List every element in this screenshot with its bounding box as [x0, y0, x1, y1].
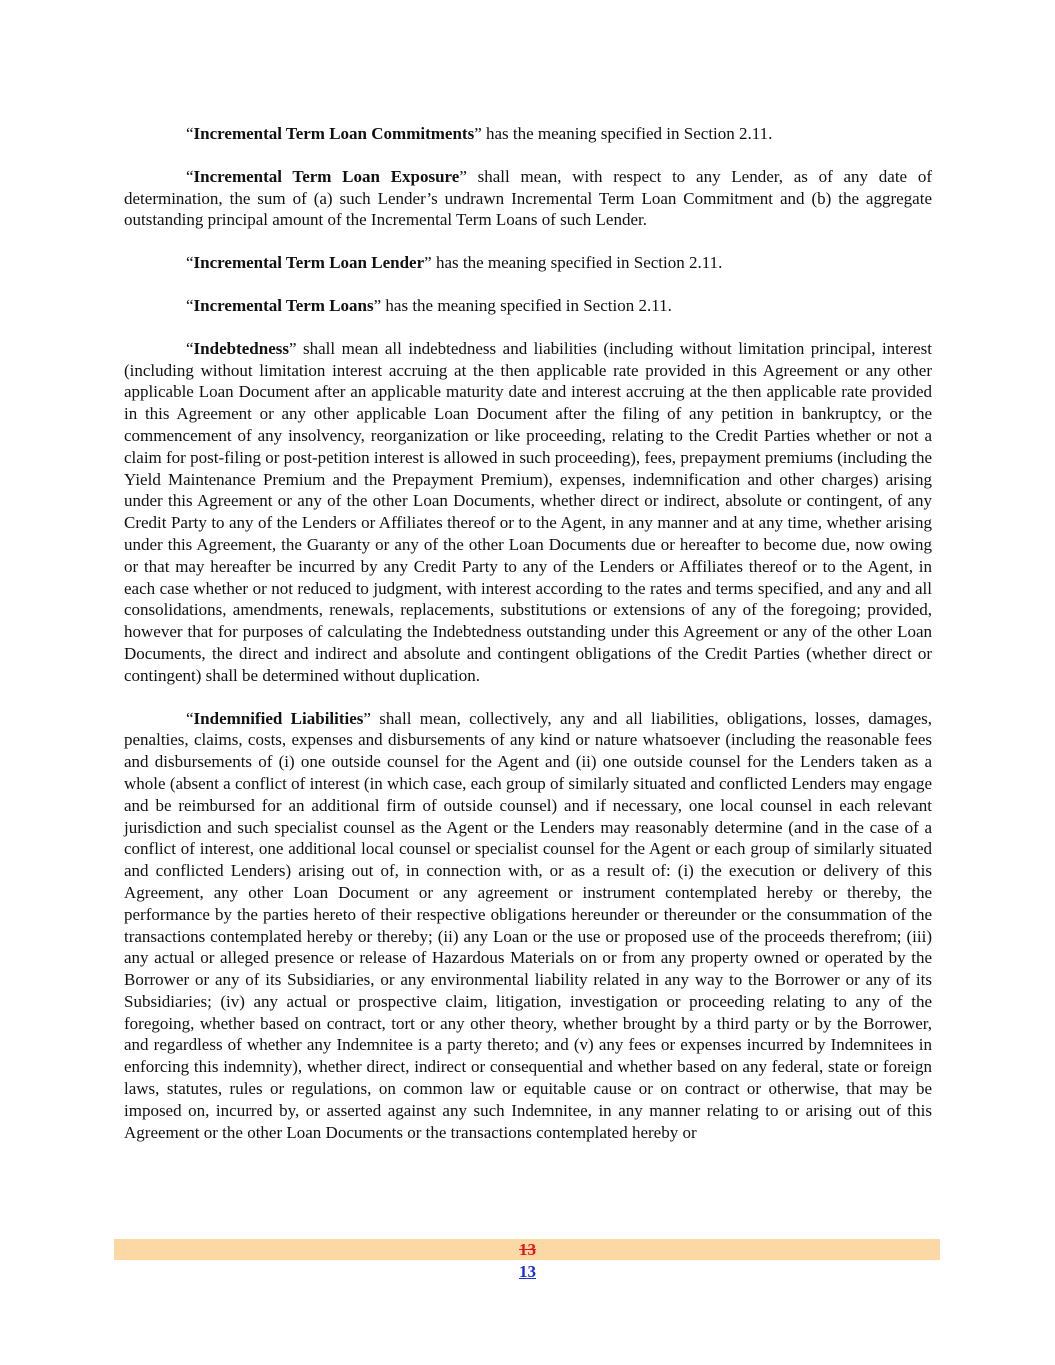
- definition-paragraph: “Indebtedness” shall mean all indebtedness and liabilities (including without limitation principal, interest (including without limitation interest accruing at the then applicable rate provided in this Agreement or any other applicable Loan Document after an applicable maturity date and interest accruing at the then applicable rate provided in this Agreement or any other applicable Loan Document after the filing of any petition in bankruptcy, or the commencement of any insolvency, reorganization or like proceeding, relating to the Credit Parties whether or not a claim for post-filing or post-petition interest is allowed in such proceeding), fees, prepayment premiums (including the Yield Maintenance Premium and the Prepayment Premium), expenses, indemnification and other charges) arising under this Agreement or any of the other Loan Documents, whether direct or indirect, absolute or contingent, of any Credit Party to any of the Lenders or Affiliates thereof or to the Agent, in any manner and at any time, whether arising under this Agreement, the Guaranty or any of the other Loan Documents due or hereafter to become due, now owing or that may hereafter be incurred by any Credit Party to any of the Lenders or Affiliates thereof or to the Agent, in each case whether or not reduced to judgment, with interest according to the rates and terms specified, and any and all consolidations, amendments, renewals, replacements, substitutions or extensions of any of the foregoing; provided, however that for purposes of calculating the Indebtedness outstanding under this Agreement or any of the other Loan Documents, the direct and indirect and absolute and contingent obligations of the Credit Parties (whether direct or contingent) shall be determined without duplication.: [124, 338, 932, 685]
- defined-term: Incremental Term Loan Commitments: [193, 124, 475, 143]
- definition-text: shall mean, collectively, any and all liabilities, obligations, losses, damages, penalties, claims, costs, expenses and disbursements of any kind or nature whatsoever (including the reasonable fees and disbursements of (i) one outside counsel for the Agent and (ii) one outside counsel for the Lenders taken as a whole (absent a conflict of interest (in which case, each group of similarly situated and conflicted Lenders may engage and be reimbursed for an additional firm of outside counsel) and if necessary, one local counsel in each relevant jurisdiction and such specialist counsel as the Agent or the Lenders may reasonably determine (and in the case of a conflict of interest, one additional local counsel or specialist counsel for the Agent or each group of similarly situated and conflicted Lenders) arising out of, in connection with, or as a result of: (i) the execution or delivery of this Agreement, any other Loan Document or any agreement or instrument contemplated hereby or thereby, the performance by the parties hereto of their respective obligations hereunder or thereunder or the consummation of the transactions contemplated hereby or thereby; (ii) any Loan or the use or proposed use of the proceeds therefrom; (iii) any actual or alleged presence or release of Hazardous Materials on or from any property owned or operated by the Borrower or any of its Subsidiaries, or any environmental liability related in any way to the Borrower or any of its Subsidiaries; (iv) any actual or prospective claim, litigation, investigation or proceeding relating to any of the foregoing, whether based on contract, tort or any other theory, whether brought by a third party or by the Borrower, and regardless of whether any Indemnitee is a party thereto; and (v) any fees or expenses incurred by Indemnitees in enforcing this indemnity), whether direct, indirect or consequential and whether based on any federal, state or foreign laws, statutes, rules or regulations, on common law or equitable cause or on contract or otherwise, that may be imposed on, incurred by, or asserted against any such Indemnitee, in any manner relating to or arising out of this Agreement or the other Loan Documents or the transactions contemplated hereby or: [124, 708, 932, 1142]
- defined-term: Indemnified Liabilities: [193, 708, 364, 728]
- defined-term: Incremental Term Loan Lender: [193, 253, 425, 273]
- definition-text: has the meaning specified in Section 2.11.: [431, 253, 723, 273]
- defined-term: Incremental Term Loan Exposure: [193, 166, 460, 186]
- defined-term: Indebtedness: [193, 338, 289, 358]
- page-number-inserted[interactable]: 13: [519, 1262, 536, 1281]
- definition-text: shall mean all indebtedness and liabilities (including without limitation principal, interest (including without limitation interest accruing at the then applicable rate provided in this Agreement or any other applicable Loan Document after an applicable maturity date and interest accruing at the then applicable rate provided in this Agreement or any other applicable Loan Document after the filing of any petition in bankruptcy, or the commencement of any insolvency, reorganization or like proceeding, relating to the Credit Parties whether or not a claim for post-filing or post-petition interest is allowed in such proceeding), fees, prepayment premiums (including the Yield Maintenance Premium and the Prepayment Premium), expenses, indemnification and other charges) arising under this Agreement or any of the other Loan Documents, whether direct or indirect, absolute or contingent, of any Credit Party to any of the Lenders or Affiliates thereof or to the Agent, in any manner and at any time, whether arising under this Agreement, the Guaranty or any of the other Loan Documents due or hereafter to become due, now owing or that may hereafter be incurred by any Credit Party to any of the Lenders or Affiliates thereof or to the Agent, in each case whether or not reduced to judgment, with interest according to the rates and terms specified, and any and all consolidations, amendments, renewals, replacements, substitutions or extensions of any of the foregoing; provided, however that for purposes of calculating the Indebtedness outstanding under this Agreement or any of the other Loan Documents, the direct and indirect and absolute and contingent obligations of the Credit Parties (whether direct or contingent) shall be determined without duplication.: [124, 338, 932, 685]
- definition-paragraph: “Incremental Term Loan Commitments” has the meaning specified in Section 2.11.: [186, 124, 773, 143]
- definition-text: has the meaning specified in Section 2.11.: [481, 124, 773, 143]
- defined-term: Incremental Term Loans: [193, 295, 374, 315]
- page-number-deleted: 13: [519, 1240, 536, 1259]
- definition-paragraph: “Incremental Term Loan Lender” has the meaning specified in Section 2.11.: [186, 253, 723, 273]
- definition-paragraph: “Incremental Term Loan Exposure” shall mean, with respect to any Lender, as of any date of determination, the sum of (a) such Lender’s undrawn Incremental Term Loan Commitment and (b) the aggregate outstanding principal amount of the Incremental Term Loans of such Lender.: [124, 166, 932, 230]
- definition-text: has the meaning specified in Section 2.11.: [381, 295, 672, 315]
- document-page: [124, 123, 932, 1164]
- definition-paragraph: “Incremental Term Loans” has the meaning specified in Section 2.11.: [186, 295, 672, 315]
- definition-text: shall mean, with respect to any Lender, as of any date of determination, the sum of (a) such Lender’s undrawn Incremental Term Loan Commitment and (b) the aggregate outstanding principal amount of the Incremental Term Loans of such Lender.: [124, 166, 932, 230]
- definition-paragraph: “Indemnified Liabilities” shall mean, collectively, any and all liabilities, obligations, losses, damages, penalties, claims, costs, expenses and disbursements of any kind or nature whatsoever (including the reasonable fees and disbursements of (i) one outside counsel for the Agent and (ii) one outside counsel for the Lenders taken as a whole (absent a conflict of interest (in which case, each group of similarly situated and conflicted Lenders may engage and be reimbursed for an additional firm of outside counsel) and if necessary, one local counsel in each relevant jurisdiction and such specialist counsel as the Agent or the Lenders may reasonably determine (and in the case of a conflict of interest, one additional local counsel or specialist counsel for the Agent or each group of similarly situated and conflicted Lenders) arising out of, in connection with, or as a result of: (i) the execution or delivery of this Agreement, any other Loan Document or any agreement or instrument contemplated hereby or thereby, the performance by the parties hereto of their respective obligations hereunder or thereunder or the consummation of the transactions contemplated hereby or thereby; (ii) any Loan or the use or proposed use of the proceeds therefrom; (iii) any actual or alleged presence or release of Hazardous Materials on or from any property owned or operated by the Borrower or any of its Subsidiaries, or any environmental liability related in any way to the Borrower or any of its Subsidiaries; (iv) any actual or prospective claim, litigation, investigation or proceeding relating to any of the foregoing, whether based on contract, tort or any other theory, whether brought by a third party or by the Borrower, and regardless of whether any Indemnitee is a party thereto; and (v) any fees or expenses incurred by Indemnitees in enforcing this indemnity), whether direct, indirect or consequential and whether based on any federal, state or foreign laws, statutes, rules or regulations, on common law or equitable cause or on contract or otherwise, that may be imposed on, incurred by, or asserted against any such Indemnitee, in any manner relating to or arising out of this Agreement or the other Loan Documents or the transactions contemplated hereby or: [124, 708, 932, 1142]
